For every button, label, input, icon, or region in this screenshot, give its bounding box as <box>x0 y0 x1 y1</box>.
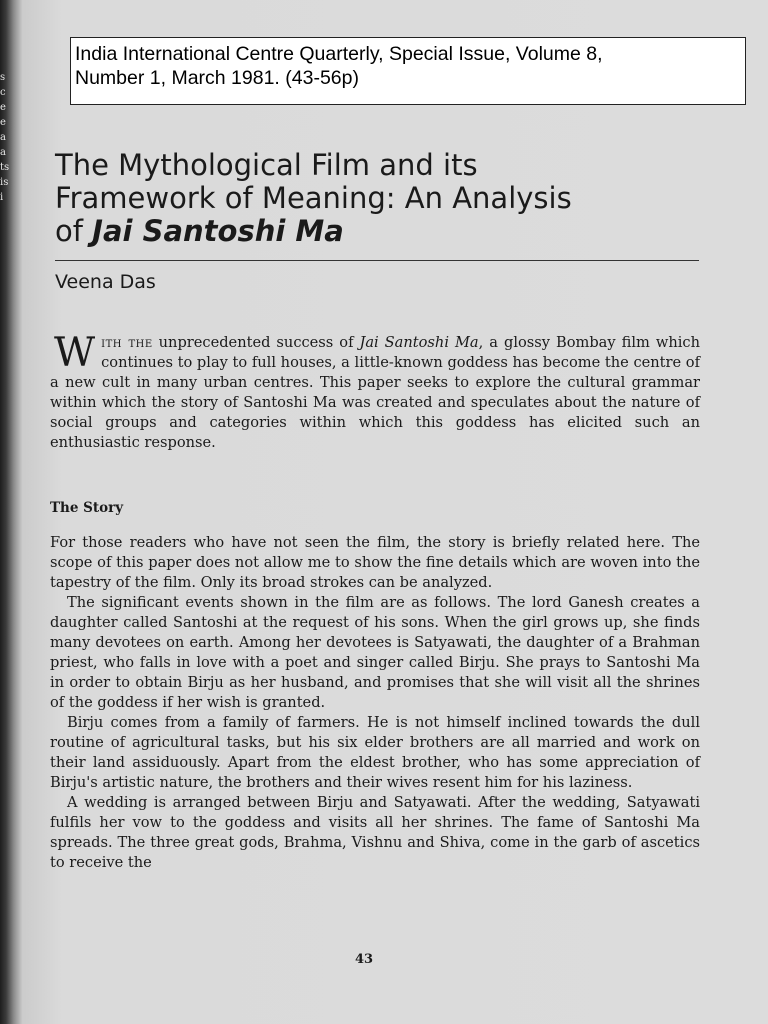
gutter-bleed-text: s c e e a a ts is i <box>0 72 10 203</box>
intro-film-name: Jai Santoshi Ma <box>359 334 479 351</box>
title-line-1: The Mythological Film and its <box>55 148 478 182</box>
story-paragraph-1: For those readers who have not seen the film, the story is briefly related here. The scope of this paper does not allow me to show the fine details which are woven into the tapestry of the film. Only its broad strokes can be analyzed. <box>50 534 700 591</box>
intro-text-b: , a glossy Bombay film which continues to play to full houses, a little-known goddess has become the centre of a new cult in many urban centres. This paper seeks to explore the cultural grammar within which the story of Santoshi Ma was created and speculates about the nature of social groups and categories within which this goddess has elicited such an enthusiastic response. <box>50 334 700 451</box>
title-line-3-prefix: of <box>55 214 93 248</box>
citation-line-1: India International Centre Quarterly, Special Issue, Volume 8, <box>75 43 603 65</box>
intro-paragraph <box>50 330 700 453</box>
author-name: Veena Das <box>55 271 156 293</box>
intro-text-a: unprecedented success of <box>152 334 360 351</box>
citation-box <box>70 37 746 105</box>
article-title <box>55 149 735 248</box>
section-heading: The Story <box>50 500 124 516</box>
page-number: 43 <box>355 952 374 967</box>
intro-lead: ith the <box>101 334 153 351</box>
title-film-name: Jai Santoshi Ma <box>92 214 344 248</box>
document-page <box>22 0 768 1024</box>
citation-line-2: Number 1, March 1981. (43-56p) <box>75 67 359 89</box>
title-line-2: Framework of Meaning: An Analysis <box>55 181 572 215</box>
story-paragraph-4: A wedding is arranged between Birju and Satyawati. After the wedding, Satyawati fulfils her vow to the goddess and visits all her shrines. The fame of Santoshi Ma spreads. The three great gods, Brahma, Vishnu and Shiva, come in the garb of ascetics to receive the <box>50 794 700 871</box>
story-paragraph-2: The significant events shown in the film are as follows. The lord Ganesh creates a daughter called Santoshi at the request of his sons. When the girl grows up, she finds many devotees on earth. Among her devotees is Satyawati, the daughter of a Brahman priest, who falls in love with a poet and singer called Birju. She prays to Santoshi Ma in order to obtain Birju as her husband, and promises that she will visit all the shrines of the goddess if her wish is granted. <box>50 594 700 711</box>
story-paragraph-3: Birju comes from a family of farmers. He is not himself inclined towards the dull routine of agricultural tasks, but his six elder brothers are all married and work on their land assiduously. Apart from the eldest brother, who has some appreciation of Birju's artistic nature, the brothers and their wives resent him for his laziness. <box>50 714 700 791</box>
drop-cap: W <box>54 330 96 376</box>
story-body <box>50 533 700 873</box>
title-rule <box>55 260 699 261</box>
